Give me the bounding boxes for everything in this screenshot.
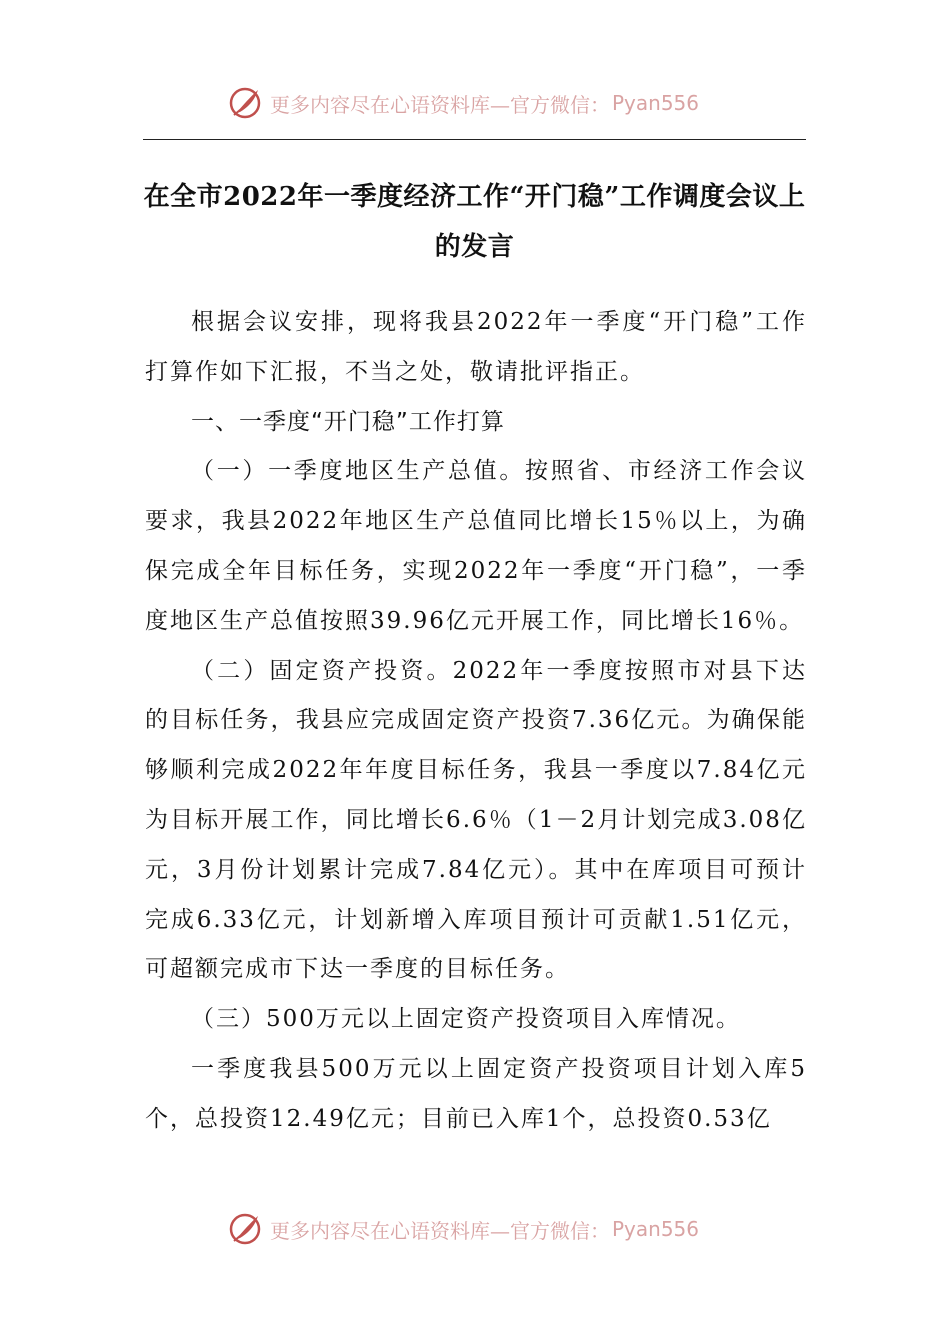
- paragraph-project-status: 一季度我县500万元以上固定资产投资项目计划入库5个，总投资12.49亿元；目前已入库1个，总投资0.53亿: [145, 1055, 807, 1132]
- quill-logo-icon: [228, 85, 264, 121]
- document-title: 在全市2022年一季度经济工作“开门稳”工作调度会议上的发言: [143, 182, 806, 262]
- header-divider: [143, 139, 806, 140]
- watermark-wechat-id: Pyan556: [612, 91, 700, 115]
- section-heading: 一、一季度“开门稳”工作打算: [191, 408, 505, 435]
- paragraph-project-subheading: （三）500万元以上固定资产投资项目入库情况。: [191, 1006, 741, 1033]
- watermark-text: 更多内容尽在心语资料库—官方微信：: [270, 92, 610, 117]
- quill-logo-icon: [228, 1211, 264, 1247]
- watermark-header: [228, 83, 699, 123]
- watermark-wechat-id: Pyan556: [612, 1217, 700, 1241]
- paragraph-fixed-investment: （二）固定资产投资。2022年一季度按照市对县下达的目标任务，我县应完成固定资产投资7.36亿元。为确保能够顺利完成2022年年度目标任务，我县一季度以7.84亿元为目标开展工作，同比增长6.6％（1－2月计划完成3.08亿元，3月份计划累计完成7.84亿元）。其中在库项目可预计完成6.33亿元，计划新增入库项目预计可贡献1.51亿元，可超额完成市下达一季度的目标任务。: [145, 657, 807, 983]
- watermark-footer: [228, 1209, 699, 1249]
- intro-paragraph: 根据会议安排，现将我县2022年一季度“开门稳”工作打算作如下汇报，不当之处，敬请批评指正。: [145, 309, 807, 385]
- paragraph-gdp: （一）一季度地区生产总值。按照省、市经济工作会议要求，我县2022年地区生产总值同比增长15％以上，为确保完成全年目标任务，实现2022年一季度“开门稳”，一季度地区生产总值按照39.96亿元开展工作，同比增长16％。: [145, 458, 807, 634]
- watermark-text: 更多内容尽在心语资料库—官方微信：: [270, 1218, 610, 1243]
- document-body: [145, 298, 807, 1145]
